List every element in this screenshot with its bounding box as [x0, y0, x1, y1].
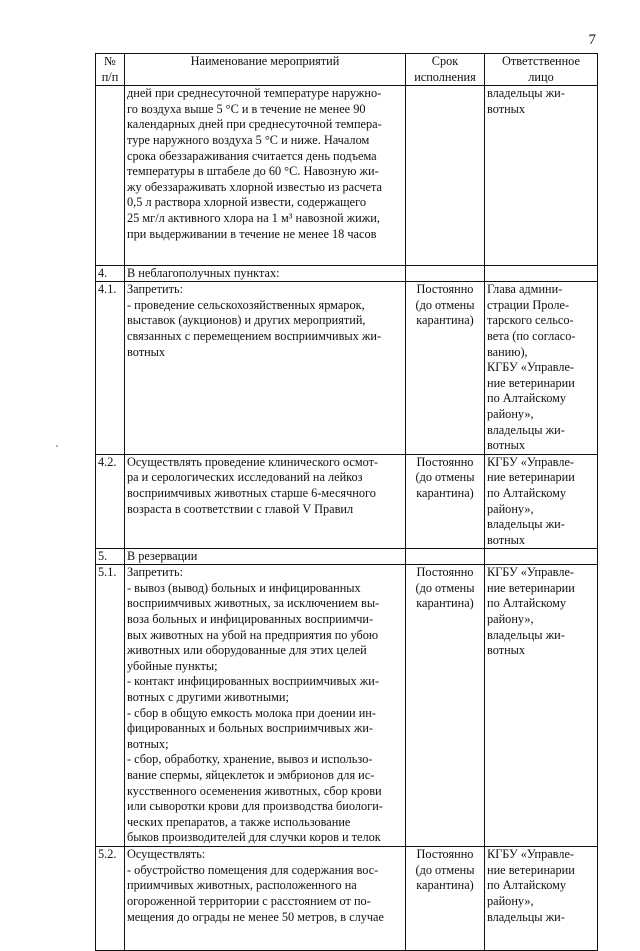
text-line: (до отмены [415, 862, 475, 877]
text-line: 25 мг/л активного хлора на 1 м³ навозной жижи, [127, 210, 380, 225]
text-line: владельцы жи- [487, 627, 565, 642]
table-row [96, 454, 598, 549]
responsible-text [485, 565, 598, 847]
text-line: жу обеззараживать хлорной известью из расчета [127, 179, 382, 194]
text-line: 0,5 л раствора хлорной извести, содержащего [127, 195, 366, 210]
measure-text [125, 282, 406, 455]
section-row [96, 549, 598, 565]
measure-text [125, 454, 406, 549]
header-num [96, 54, 125, 86]
responsible-text [485, 454, 598, 549]
text-line: карантина) [416, 313, 474, 328]
text-line: календарных дней при среднесуточной темпера- [127, 117, 382, 132]
section-title: В резервации [125, 549, 406, 565]
text-line: или сыворотки крови для производства биологи- [127, 799, 383, 814]
table-row [96, 282, 598, 455]
text-line: дней при среднесуточной температуре наружно- [127, 86, 382, 101]
text-line: ние ветеринарии [487, 470, 575, 485]
text-line: температуры в штабеле до 60 °С. Навозную жи- [127, 164, 379, 179]
text-line: вотных [487, 532, 526, 547]
text-line: возраста в соответствии с главой V Правил [127, 501, 354, 516]
text-line: КГБУ «Управле- [487, 847, 575, 862]
row-number: 5.1. [96, 565, 125, 847]
text-line: восприимчивых животных, за исключением вы- [127, 596, 380, 611]
text-line: срока обеззараживания считается день подъема [127, 148, 377, 163]
term-text [406, 847, 485, 951]
text-line: карантина) [416, 596, 474, 611]
responsible-text [485, 847, 598, 951]
text-line: ческих препаратов, а также использование [127, 814, 351, 829]
text-line: Постоянно [416, 847, 474, 862]
text-line: - контакт инфицированных восприимчивых жи- [127, 674, 379, 689]
scan-speck [56, 445, 58, 447]
text-line: карантина) [416, 485, 474, 500]
text-line: тарского сельсо- [487, 313, 574, 328]
text-line: владельцы жи- [487, 909, 565, 924]
text-line: исполнения [414, 69, 476, 84]
text-line: (до отмены [415, 297, 475, 312]
text-line: огороженной территории с расстоянием от по- [127, 894, 371, 909]
text-line: п/п [101, 69, 119, 84]
text-line: № [104, 54, 116, 68]
text-line: району», [487, 501, 534, 516]
term-text [406, 565, 485, 847]
text-line: КГБУ «Управле- [487, 565, 575, 580]
table-row [96, 565, 598, 847]
text-line: по Алтайскому [487, 878, 567, 893]
row-number [96, 86, 125, 266]
section-number: 5. [96, 549, 125, 565]
text-line: ра и серологических исследований на лейкоз [127, 470, 363, 485]
text-line: кусственного осеменения животных, сбор крови [127, 783, 382, 798]
term-text [406, 454, 485, 549]
section-number: 4. [96, 266, 125, 282]
table-header-row [96, 54, 598, 86]
text-line: приимчивых животных, расположенного на [127, 878, 357, 893]
text-line: при выдерживании в течение не менее 18 часов [127, 226, 377, 241]
text-line: вотных с другими животными; [127, 690, 289, 705]
text-line: Срок [431, 54, 459, 68]
text-line: по Алтайскому [487, 596, 567, 611]
text-line: району», [487, 894, 534, 909]
text-line: району», [487, 406, 534, 421]
text-line: быков производителей для случки коров и телок [127, 830, 381, 845]
text-line: страции Проле- [487, 297, 570, 312]
table-row [96, 86, 598, 266]
text-line: Осуществлять проведение клинического осмот- [127, 454, 379, 469]
text-line: по Алтайскому [487, 485, 567, 500]
section-title: В неблагополучных пунктах: [125, 266, 406, 282]
term-text [406, 282, 485, 455]
text-line: владельцы жи- [487, 86, 565, 101]
row-number: 5.2. [96, 847, 125, 951]
text-line: Осуществлять: [127, 847, 206, 862]
text-line: - обустройство помещения для содержания вос- [127, 862, 379, 877]
text-line: Постоянно [416, 565, 474, 580]
header-name: Наименование мероприятий [125, 54, 406, 86]
responsible-text [485, 282, 598, 455]
text-line: Запретить: [127, 565, 183, 580]
text-line: вых животных на убой на предприятия по убою [127, 627, 379, 642]
text-line: району», [487, 612, 534, 627]
measure-text [125, 86, 406, 266]
text-line: ванию), [487, 344, 528, 359]
text-line: - вывоз (вывод) больных и инфицированных [127, 580, 361, 595]
text-line: животных или оборудованные для этих целей [127, 643, 367, 658]
text-line: владельцы жи- [487, 422, 565, 437]
measures-table [95, 53, 598, 951]
text-line: вотных [487, 438, 526, 453]
text-line: воза больных и инфицированных восприимчи- [127, 612, 374, 627]
text-line: Глава админи- [487, 282, 563, 297]
text-line: мещения до ограды не менее 50 метров, в случае [127, 909, 384, 924]
measure-text [125, 847, 406, 951]
responsible-text [485, 86, 598, 266]
text-line: Постоянно [416, 282, 474, 297]
text-line: (до отмены [415, 580, 475, 595]
text-line: по Алтайскому [487, 391, 567, 406]
text-line: фицированных и больных восприимчивых жи- [127, 721, 373, 736]
text-line: лицо [528, 69, 554, 84]
row-number: 4.1. [96, 282, 125, 455]
text-line: связанных с перемещением восприимчивых жи- [127, 328, 382, 343]
text-line: карантина) [416, 878, 474, 893]
section-row [96, 266, 598, 282]
text-line: - сбор, обработку, хранение, вывоз и использо- [127, 752, 373, 767]
text-line: Запретить: [127, 282, 183, 297]
text-line: КГБУ «Управле- [487, 360, 575, 375]
text-line: Постоянно [416, 454, 474, 469]
text-line: вотных [487, 101, 526, 116]
text-line: - сбор в общую емкость молока при доении ин- [127, 705, 376, 720]
text-line: вотных; [127, 736, 169, 751]
page-number: 7 [588, 32, 596, 48]
text-line: владельцы жи- [487, 517, 565, 532]
term-text [406, 86, 485, 266]
measure-text [125, 565, 406, 847]
text-line: Ответственное [502, 54, 580, 68]
text-line: - проведение сельскохозяйственных ярмарок, [127, 297, 365, 312]
text-line: восприимчивых животных старше 6-месячного [127, 485, 376, 500]
text-line: вета (по согласо- [487, 328, 576, 343]
header-resp [485, 54, 598, 86]
text-line: выставок (аукционов) и других мероприятий, [127, 313, 366, 328]
text-line: вотных [127, 344, 166, 359]
table-row [96, 847, 598, 951]
text-line: ние ветеринарии [487, 862, 575, 877]
text-line: ние ветеринарии [487, 580, 575, 595]
text-line: туре наружного воздуха 5 °С и ниже. Началом [127, 132, 370, 147]
text-line: убойные пункты; [127, 658, 218, 673]
text-line: ние ветеринарии [487, 375, 575, 390]
row-number: 4.2. [96, 454, 125, 549]
text-line: вотных [487, 643, 526, 658]
text-line: го воздуха выше 5 °С и в течение не менее 90 [127, 101, 366, 116]
header-term [406, 54, 485, 86]
text-line: вание спермы, яйцеклеток и эмбрионов для ис- [127, 768, 375, 782]
text-line: КГБУ «Управле- [487, 454, 575, 469]
text-line: (до отмены [415, 470, 475, 485]
